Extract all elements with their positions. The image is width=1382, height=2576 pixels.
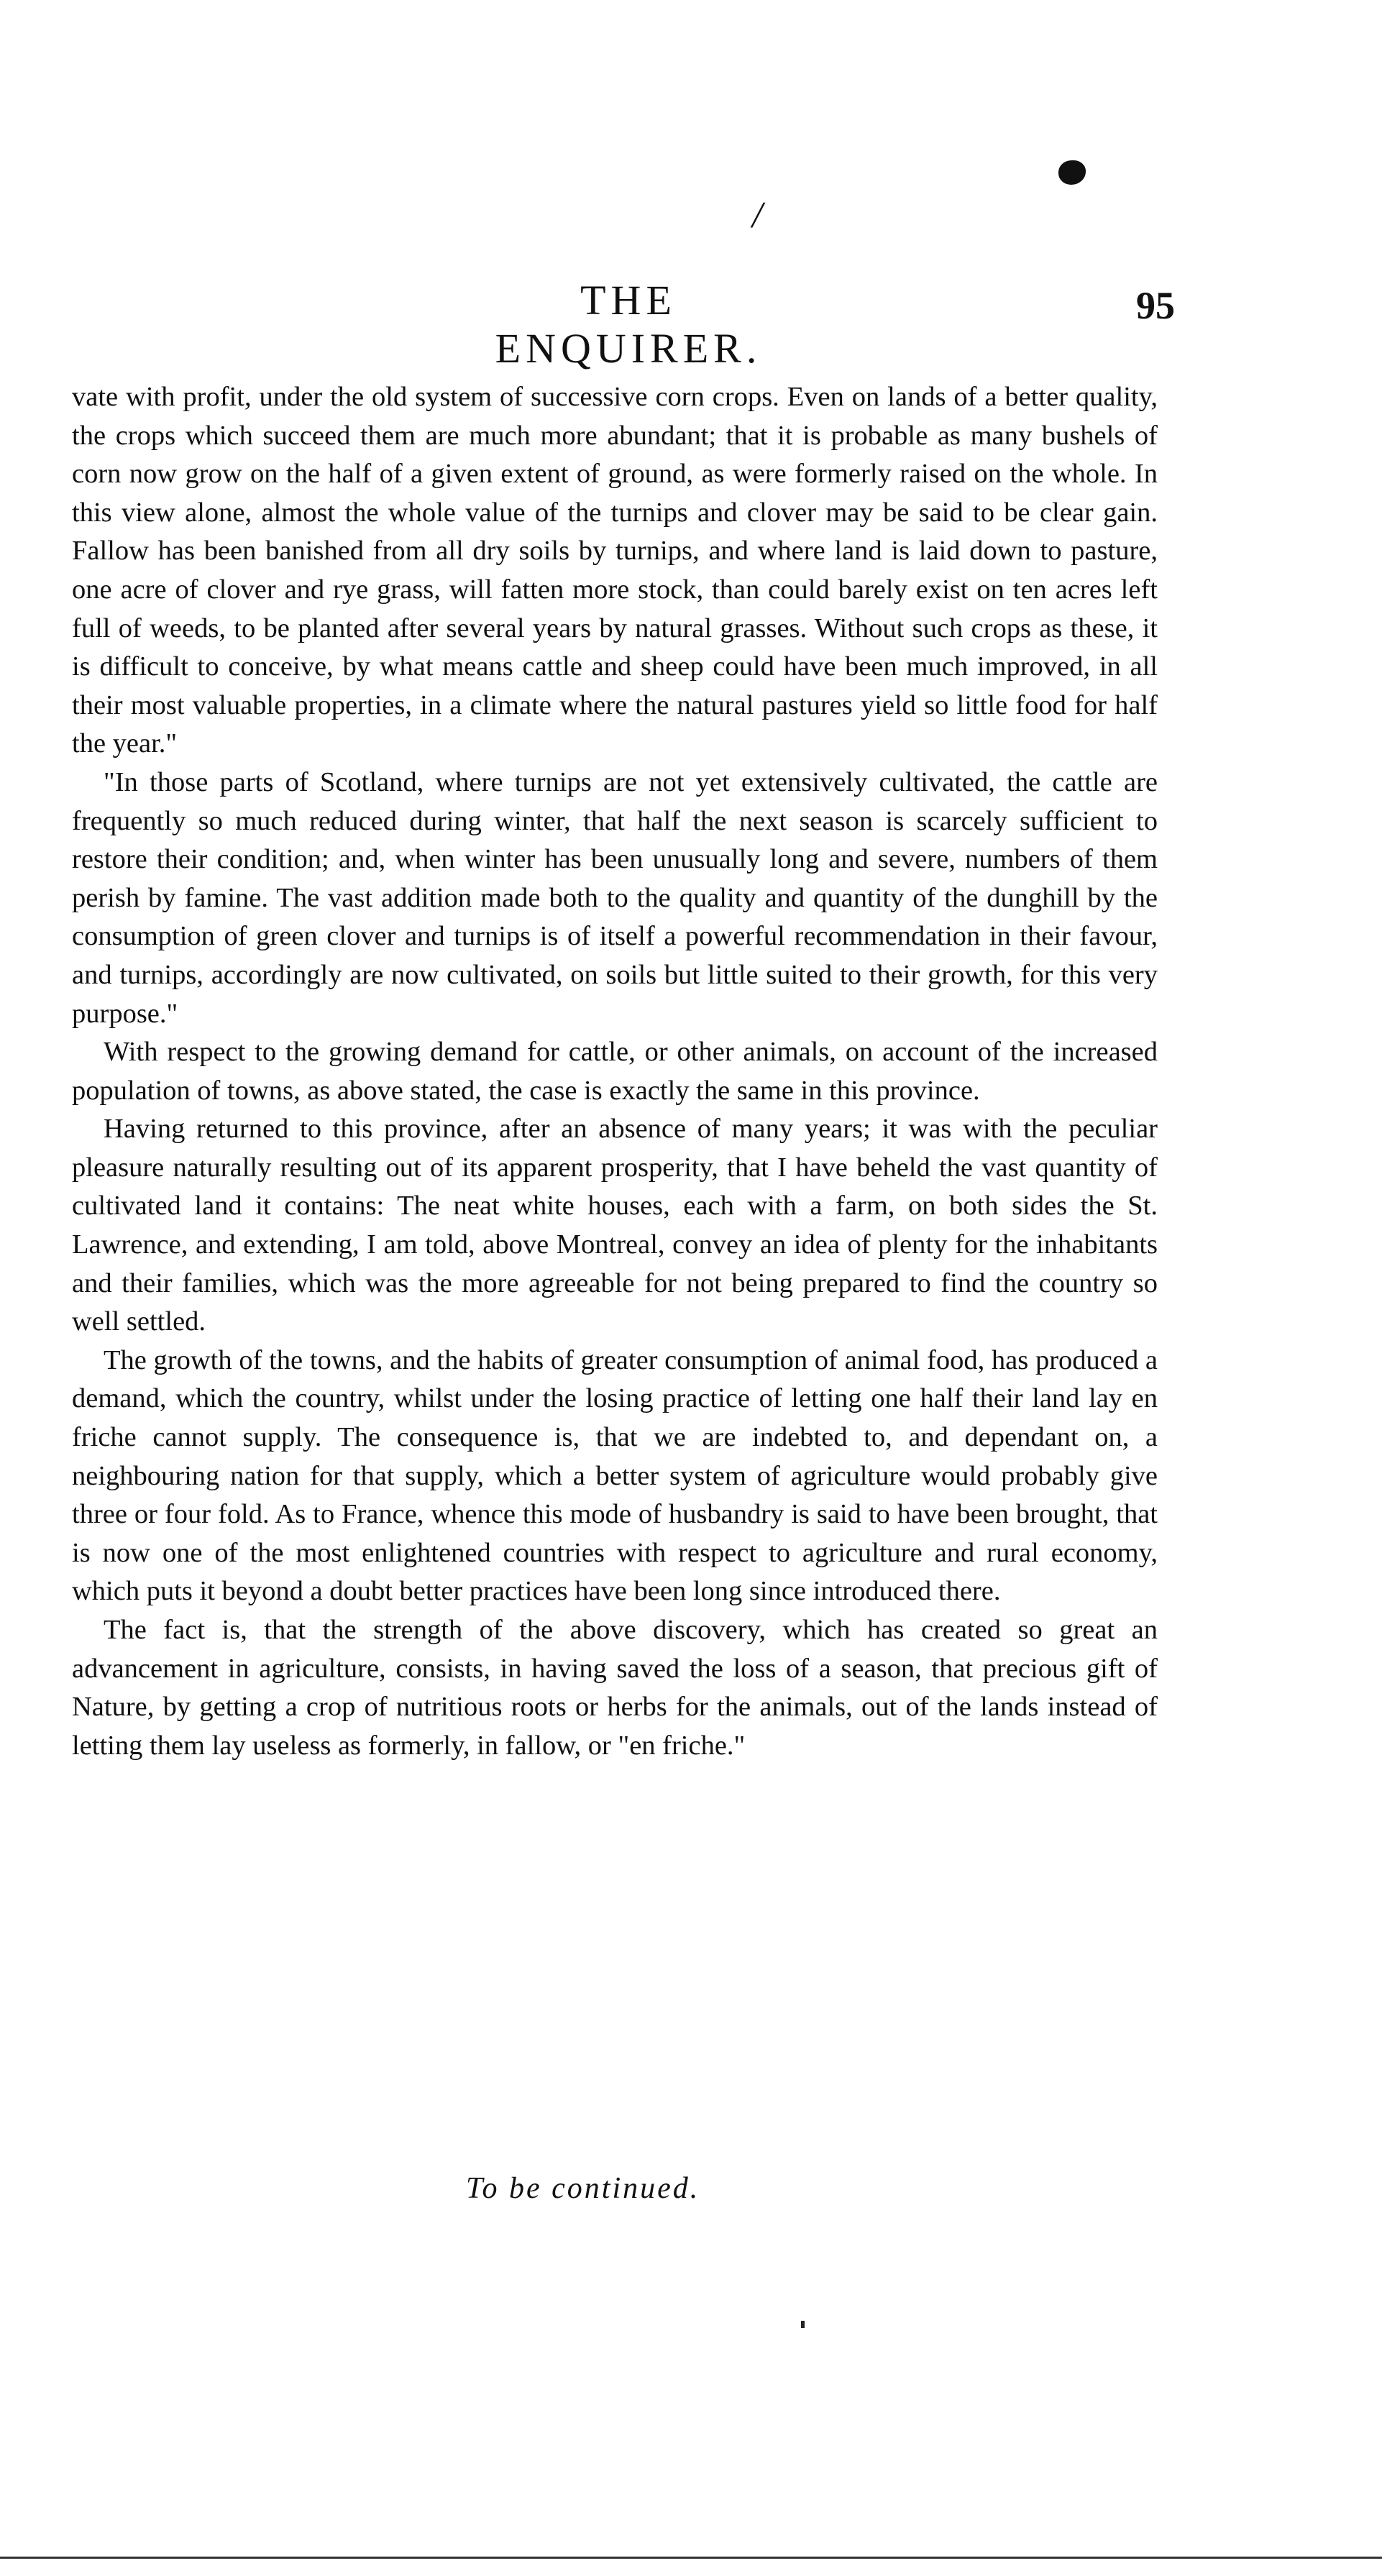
continuation-note: To be continued. [466, 2172, 700, 2205]
print-speck [801, 2321, 805, 2328]
paragraph-scotland-quote: "In those parts of Scotland, where turnips are not yet extensively cultivated, the cattle are frequently so much reduced during winter, that half the next season is scarcely sufficient to restore their condition; and, when winter has been unusually long and severe, numbers of them perish by famine. The vast addition made both to the quality and quantity of the dunghill by the consumption of green clover and turnips is of itself a powerful recommendation in their favour, and turnips, accordingly are now cultivated, on soils but little suited to their growth, for this very purpose." [72, 766, 1158, 1029]
ink-blot [1058, 160, 1086, 185]
paragraph-growing-demand: With respect to the growing demand for cattle, or other animals, on account of the increased population of towns, as above stated, the case is exactly the same in this province. [72, 1037, 1158, 1106]
paragraph-fact: The fact is, that the strength of the above discovery, which has created so great an advancement in agriculture, consists, in having saved the loss of a season, that precious gift of Nature, by getting a crop of nutritious roots or herbs for the animals, out of the lands instead of letting them lay useless as formerly, in fallow, or "en friche." [72, 1615, 1158, 1761]
paragraph-growth-towns: The growth of the towns, and the habits of greater consumption of animal food, has produced a demand, which the country, whilst under the losing practice of letting one half their land lay en friche cannot supply. The consequence is, that we are indebted to, and dependant on, a neighbouring nation for that supply, which a better system of agriculture would probably give three or four fold. As to France, whence this mode of husbandry is said to have been brought, that is now one of the most enlightened countries with respect to agriculture and rural economy, which puts it beyond a doubt better practices have been long since introduced there. [72, 1344, 1158, 1607]
paragraph-return-province: Having returned to this province, after an absence of many years; it was with the peculiar pleasure naturally resulting out of its apparent prosperity, that I have beheld the vast quantity of cultivated land it contains: The neat white houses, each with a farm, on both sides the St. Lawrence, and extending, I am told, above Montreal, convey an idea of plenty for the inhabitants and their families, which was the more agreeable for not being prepared to find the country so well settled. [72, 1114, 1158, 1337]
margin-mark: / [752, 195, 763, 236]
paragraph-quote-end: vate with profit, under the old system of successive corn crops. Even on lands of a better quality, the crops which succeed them are much more abundant; that it is probable as many bushels of corn now grow on the half of a given extent of ground, as were formerly raised on the whole. In this view alone, almost the whole value of the turnips and clover may be said to be clear gain. Fallow has been banished from all dry soils by turnips, and where land is laid down to pasture, one acre of clover and rye grass, will fatten more stock, than could barely exist on ten acres left full of weeds, to be planted after several years by natural grasses. Without such crops as these, it is difficult to conceive, by what means cattle and sheep could have been much improved, in all their most valuable properties, in a climate where the natural pastures yield so little food for half the year." [72, 382, 1158, 759]
running-title: THE ENQUIRER. [495, 277, 762, 372]
page-number: 95 [1136, 284, 1175, 327]
article-body [72, 378, 1158, 1765]
bottom-edge-line [0, 2557, 1382, 2559]
